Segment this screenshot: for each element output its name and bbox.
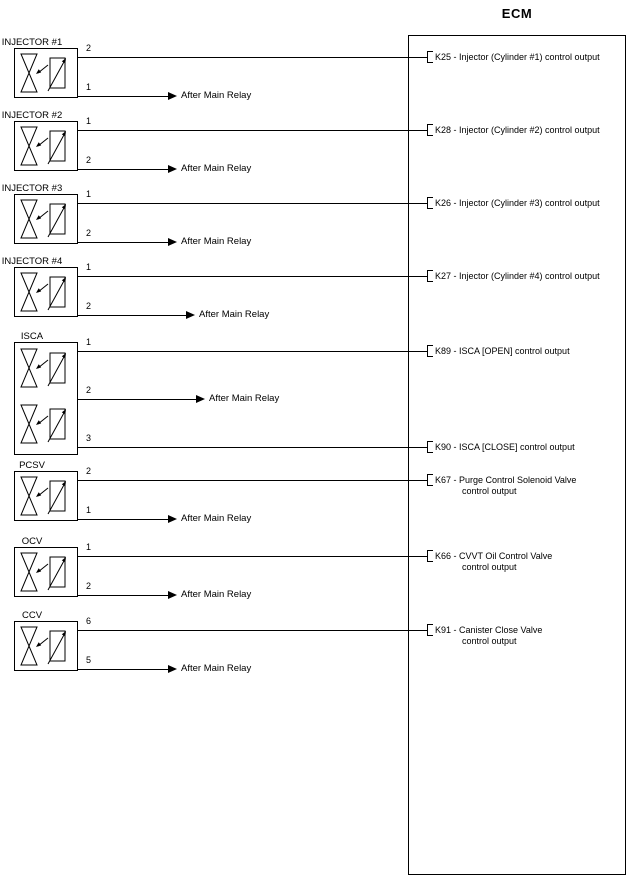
wire (78, 315, 186, 316)
wire (78, 556, 427, 557)
wire (78, 57, 427, 58)
arrow-right-icon (168, 591, 177, 599)
wire (78, 595, 168, 596)
ecm-pin-bracket (427, 124, 433, 136)
pin-number: 1 (86, 189, 92, 199)
component-label: CCV (21, 610, 43, 621)
solenoid-valve-icon (15, 400, 77, 448)
after-main-relay-label: After Main Relay (181, 163, 252, 174)
pin-number: 1 (86, 116, 92, 126)
ecm-pin-label: K67 - Purge Control Solenoid Valve control output (435, 475, 577, 496)
solenoid-valve-icon (15, 195, 77, 243)
wire (78, 519, 168, 520)
solenoid-valve-icon (15, 268, 77, 316)
after-main-relay-label: After Main Relay (181, 589, 252, 600)
ecm-pin-label: K90 - ISCA [CLOSE] control output (435, 442, 575, 452)
wire (78, 242, 168, 243)
ecm-pin-bracket (427, 624, 433, 636)
pin-number: 2 (86, 301, 92, 311)
pin-number: 5 (86, 655, 92, 665)
ecm-pin-label: K28 - Injector (Cylinder #2) control output (435, 125, 600, 135)
solenoid-valve-icon (15, 548, 77, 596)
solenoid-valve-box (14, 48, 78, 98)
ecm-pin-bracket (427, 51, 433, 63)
pin-number: 1 (86, 337, 92, 347)
pin-number: 1 (86, 505, 92, 515)
solenoid-valve-icon (15, 622, 77, 670)
component-label: INJECTOR #3 (1, 183, 63, 194)
ecm-pin-bracket (427, 197, 433, 209)
solenoid-valve-icon (15, 49, 77, 97)
wire (78, 669, 168, 670)
pin-number: 2 (86, 466, 92, 476)
wire (78, 130, 427, 131)
wire (78, 96, 168, 97)
wire (78, 169, 168, 170)
ecm-title: ECM (501, 6, 533, 21)
arrow-right-icon (168, 165, 177, 173)
after-main-relay-label: After Main Relay (199, 309, 270, 320)
ecm-pin-label: K25 - Injector (Cylinder #1) control output (435, 52, 600, 62)
component-label: INJECTOR #1 (1, 37, 63, 48)
ecm-pin-bracket (427, 474, 433, 486)
ecm-pin-label: K26 - Injector (Cylinder #3) control output (435, 198, 600, 208)
pin-number: 2 (86, 155, 92, 165)
after-main-relay-label: After Main Relay (181, 513, 252, 524)
pin-number: 6 (86, 616, 92, 626)
solenoid-valve-box (14, 621, 78, 671)
ecm-pin-bracket (427, 345, 433, 357)
solenoid-valve-icon (15, 344, 77, 392)
component-label: ISCA (20, 331, 44, 342)
pin-number: 1 (86, 262, 92, 272)
after-main-relay-label: After Main Relay (181, 236, 252, 247)
arrow-right-icon (168, 515, 177, 523)
wire (78, 630, 427, 631)
solenoid-valve-icon (15, 122, 77, 170)
ecm-pin-bracket (427, 270, 433, 282)
after-main-relay-label: After Main Relay (181, 663, 252, 674)
wire (78, 480, 427, 481)
arrow-right-icon (168, 92, 177, 100)
arrow-right-icon (186, 311, 195, 319)
ecm-pin-label: K91 - Canister Close Valve control output (435, 625, 543, 646)
wire (78, 276, 427, 277)
component-label: INJECTOR #2 (1, 110, 63, 121)
solenoid-valve-icon (15, 472, 77, 520)
wire (78, 399, 196, 400)
pin-number: 2 (86, 228, 92, 238)
solenoid-valve-box (14, 471, 78, 521)
pin-number: 2 (86, 581, 92, 591)
component-label: INJECTOR #4 (1, 256, 63, 267)
ecm-pin-label: K89 - ISCA [OPEN] control output (435, 346, 570, 356)
after-main-relay-label: After Main Relay (209, 393, 280, 404)
solenoid-valve-box (14, 342, 78, 455)
ecm-pin-label: K66 - CVVT Oil Control Valve control output (435, 551, 553, 572)
arrow-right-icon (196, 395, 205, 403)
solenoid-valve-box (14, 267, 78, 317)
component-label: PCSV (19, 460, 45, 471)
arrow-right-icon (168, 238, 177, 246)
ecm-pin-bracket (427, 550, 433, 562)
solenoid-valve-box (14, 121, 78, 171)
component-label: OCV (21, 536, 43, 547)
solenoid-valve-box (14, 194, 78, 244)
after-main-relay-label: After Main Relay (181, 90, 252, 101)
ecm-pin-label: K27 - Injector (Cylinder #4) control output (435, 271, 600, 281)
ecm-pin-bracket (427, 441, 433, 453)
wire (78, 203, 427, 204)
wire (78, 351, 427, 352)
pin-number: 2 (86, 385, 92, 395)
wire (78, 447, 427, 448)
pin-number: 3 (86, 433, 92, 443)
pin-number: 1 (86, 82, 92, 92)
pin-number: 1 (86, 542, 92, 552)
solenoid-valve-box (14, 547, 78, 597)
pin-number: 2 (86, 43, 92, 53)
ecm-box (408, 35, 626, 875)
arrow-right-icon (168, 665, 177, 673)
